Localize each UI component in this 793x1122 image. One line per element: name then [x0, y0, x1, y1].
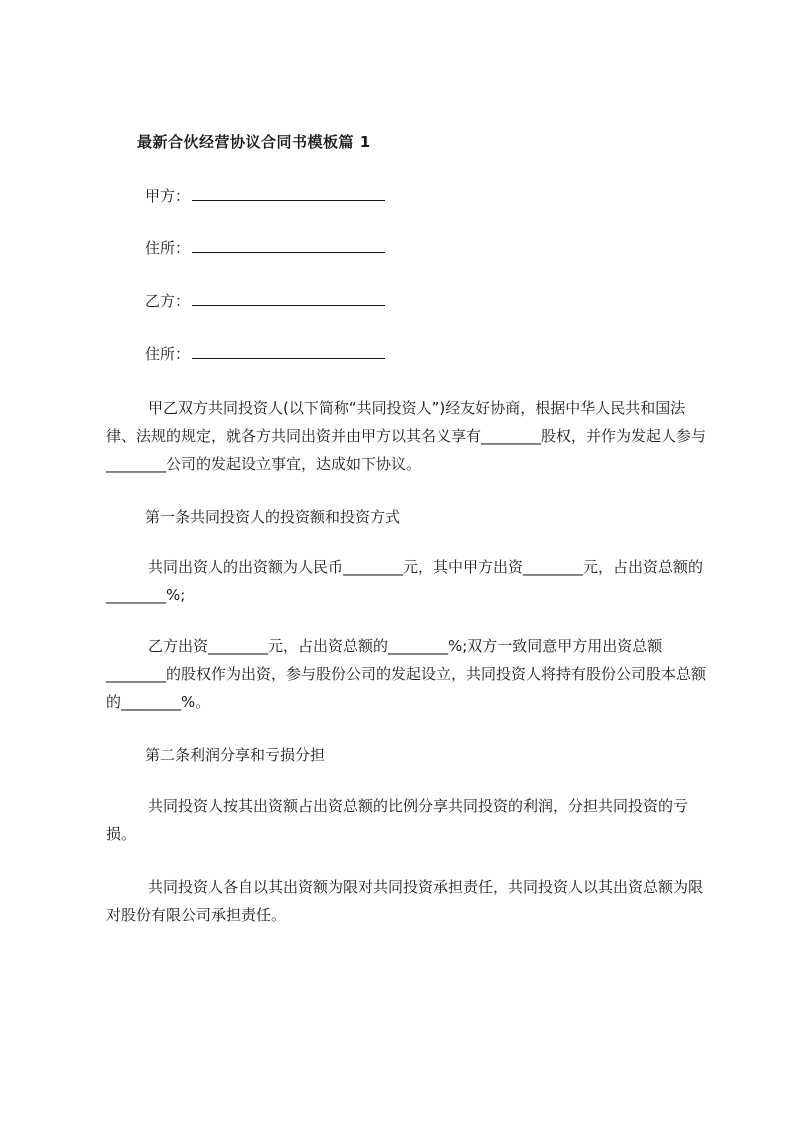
article-2-text-1: 共同投资人按其出资额占出资总额的比例分享共同投资的利润，分担共同投资的亏损。 — [106, 797, 689, 843]
party-a-address-blank-line — [192, 238, 385, 253]
party-a-label: 甲方： — [145, 187, 191, 205]
party-a-blank-line — [192, 186, 385, 201]
article-1-text-1: 共同出资人的出资额为人民币________元，其中甲方出资________元，占出资总额的________%; — [106, 558, 704, 604]
party-b-address-field — [145, 344, 385, 364]
article-1-heading: 第一条共同投资人的投资额和投资方式 — [145, 508, 401, 526]
intro-paragraph — [106, 394, 706, 478]
party-a-address-field — [145, 238, 385, 258]
article-2-text-2: 共同投资人各自以其出资额为限对共同投资承担责任，共同投资人以其出资总额为限对股份有限公司承担责任。 — [106, 878, 704, 924]
party-b-label: 乙方： — [145, 292, 191, 310]
article-1-paragraph-1 — [106, 553, 706, 609]
article-2-paragraph-2 — [106, 873, 706, 929]
party-b-blank-line — [192, 291, 385, 306]
article-1-paragraph-2 — [106, 632, 706, 716]
party-a-field — [145, 186, 385, 206]
party-a-address-label: 住所： — [145, 239, 191, 257]
article-2-paragraph-1 — [106, 792, 706, 848]
article-1-text-2: 乙方出资________元，占出资总额的________%;双方一致同意甲方用出资总额________的股权作为出资，参与股份公司的发起设立，共同投资人将持有股份公司股本总额的________%。 — [106, 637, 707, 711]
document-title: 最新合伙经营协议合同书模板篇 1 — [137, 133, 371, 151]
party-b-address-blank-line — [192, 344, 385, 359]
party-b-field — [145, 291, 385, 311]
intro-text: 甲乙双方共同投资人(以下简称“共同投资人”)经友好协商，根据中华人民共和国法律、法规的规定，就各方共同出资并由甲方以其名义享有________股权，并作为发起人参与________公司的发起设立事宜，达成如下协议。 — [106, 399, 707, 473]
party-b-address-label: 住所： — [145, 345, 191, 363]
article-2-heading: 第二条利润分享和亏损分担 — [145, 746, 326, 764]
